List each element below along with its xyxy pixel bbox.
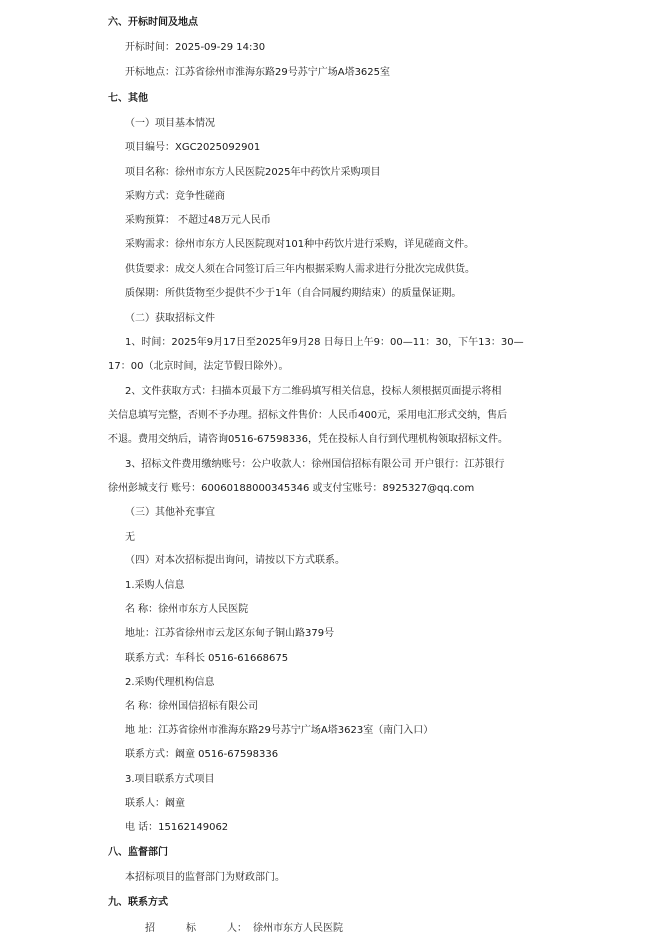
sub2-title: （二）获取招标文件 bbox=[125, 313, 215, 324]
sub2-item3-line2: 徐州彭城支行 账号：60060188000345346 或支付宝账号：892532​7@qq.com bbox=[108, 483, 475, 494]
sub2-item1-line2: 17：00（北京时间，法定节假日除外）。 bbox=[108, 361, 289, 372]
agency-address: 地 址：江苏省徐州市淮海东路29号苏宁广场A塔3623室（南门入口） bbox=[125, 725, 434, 736]
sub2-item2-line3: 不退。费用交纳后，请咨询0516-67598336，凭在投标人自行到代理机构领取招标文件。 bbox=[108, 434, 508, 445]
agency-contact: 联系方式：阚童 0516-67598336 bbox=[125, 749, 279, 760]
opening-place: 开标地点：江苏省徐州市淮海东路29号苏宁广场A塔3625室 bbox=[125, 67, 391, 78]
procurement-budget: 采购预算： 不超过48万元人民币 bbox=[125, 215, 271, 226]
purchaser-name: 名 称：徐州市东方人民医院 bbox=[125, 604, 249, 615]
supervision-content: 本招标项目的监督部门为财政部门。 bbox=[125, 872, 285, 883]
sub2-item2-line2: 关信息填写完整，否则不予办理。招标文件售价：人民币400元，采用电汇形式交纳，售后 bbox=[108, 410, 508, 421]
tenderer-label-char1: 招 bbox=[145, 923, 155, 934]
tenderer-label-char2: 标 bbox=[186, 923, 196, 934]
sub2-item2-line1: 2、文件获取方式：扫描本页最下方二维码填写相关信息，投标人须根据页面提示将相 bbox=[125, 386, 502, 397]
supply-requirement: 供货要求：成交人须在合同签订后三年内根据采购人需求进行分批次完成供货。 bbox=[125, 264, 475, 275]
sub2-item3-line1: 3、招标文件费用缴纳账号：公户收款人：徐州国信招标有限公司 开户银行：江苏银行 bbox=[125, 459, 505, 470]
project-contact-person: 联系人：阚童 bbox=[125, 798, 185, 809]
section-9-heading: 九、联系方式 bbox=[108, 897, 168, 908]
warranty-period: 质保期：所供货物至少提供不少于1年（自合同履约期结束）的质量保证期。 bbox=[125, 288, 462, 299]
sub2-item1-line1: 1、时间：2025年9月17日至2025年9月28 日每日上午9：00—11：30，下午13：30— bbox=[125, 337, 524, 348]
agency-name: 名 称：徐州国信招标有限公司 bbox=[125, 701, 259, 712]
project-name: 项目名称：徐州市东方人民医院2025年中药饮片采购项目 bbox=[125, 167, 381, 178]
purchaser-address: 地址：江苏省徐州市云龙区东甸子铜山路379号 bbox=[125, 628, 335, 639]
purchaser-contact: 联系方式：车科长 0516-61668675 bbox=[125, 653, 289, 664]
procurement-requirement: 采购需求：徐州市东方人民医院现对101种中药饮片进行采购，详见磋商文件。 bbox=[125, 239, 475, 250]
procurement-method: 采购方式：竞争性磋商 bbox=[125, 191, 225, 202]
sub4-title: （四）对本次招标提出询问，请按以下方式联系。 bbox=[125, 555, 345, 566]
section-6-heading: 六、开标时间及地点 bbox=[108, 17, 198, 28]
tenderer-label-char3: 人： bbox=[227, 923, 247, 934]
section-8-heading: 八、监督部门 bbox=[108, 847, 168, 858]
opening-time: 开标时间：2025-09-29 14:30 bbox=[125, 42, 266, 53]
project-contact-title: 3.项目联系方式项目 bbox=[125, 774, 215, 785]
sub3-content: 无 bbox=[125, 532, 135, 543]
section-7-heading: 七、其他 bbox=[108, 93, 148, 104]
agency-info-title: 2.采购代理机构信息 bbox=[125, 677, 215, 688]
sub3-title: （三）其他补充事宜 bbox=[125, 507, 215, 518]
project-number: 项目编号：XGC2025092901 bbox=[125, 142, 261, 153]
project-contact-phone: 电 话：15162149062 bbox=[125, 822, 229, 833]
purchaser-info-title: 1.采购人信息 bbox=[125, 580, 185, 591]
tenderer-value: 徐州市东方人民医院 bbox=[253, 923, 343, 934]
sub1-title: （一）项目基本情况 bbox=[125, 118, 215, 129]
